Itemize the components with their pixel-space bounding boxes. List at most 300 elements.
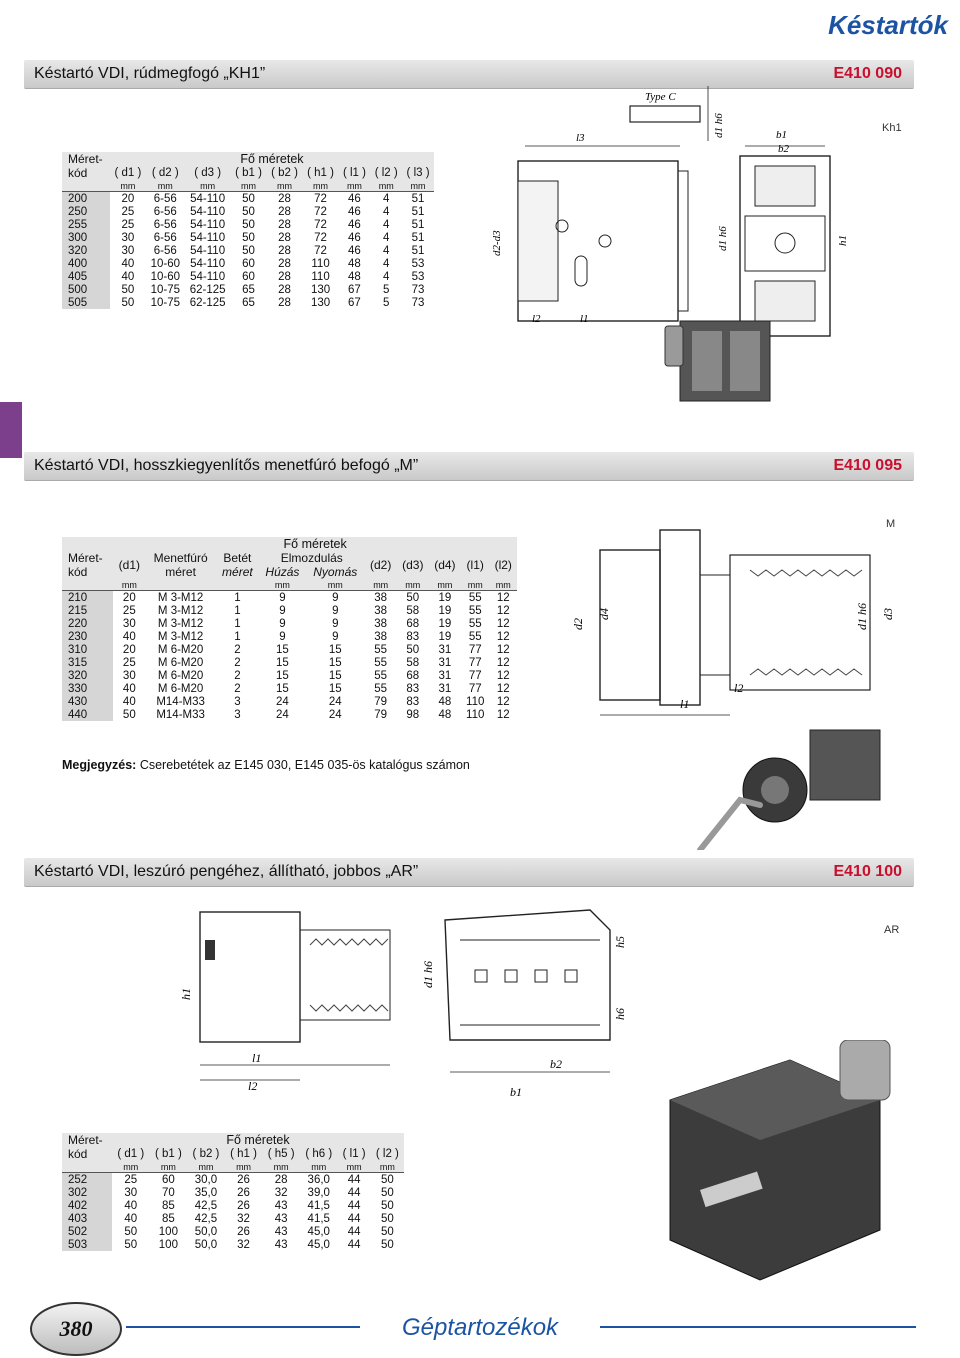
value-cell: 46 <box>348 244 361 257</box>
size-code-cell: 250 <box>62 205 110 218</box>
value-cell: 50,0 <box>194 1225 218 1238</box>
value-cell: 26 <box>237 1186 250 1199</box>
value-cell: 4 <box>383 257 390 270</box>
value-cell: 50 <box>406 591 420 604</box>
value-cell: 12 <box>496 604 510 617</box>
value-cell: 40 <box>124 1199 138 1212</box>
value-cell: 3 <box>234 695 241 708</box>
value-cell: 30,0 <box>194 1173 218 1186</box>
table-row <box>62 231 434 244</box>
value-cell: M 3-M12 <box>157 591 204 604</box>
table-row <box>62 1212 404 1225</box>
size-code-cell: 503 <box>62 1238 112 1251</box>
value-cell: 67 <box>348 283 361 296</box>
value-cell: 77 <box>468 656 482 669</box>
table-row <box>62 270 434 283</box>
value-cell: 44 <box>347 1173 361 1186</box>
table-row <box>62 682 517 695</box>
value-cell: 39,0 <box>307 1186 330 1199</box>
value-cell: 43 <box>274 1238 288 1251</box>
value-cell: 85 <box>161 1212 175 1225</box>
value-cell: M 6-M20 <box>157 643 204 656</box>
value-cell: 100 <box>158 1238 178 1251</box>
value-cell: 72 <box>314 205 327 218</box>
product-code: E410 100 <box>833 863 902 880</box>
table-row <box>62 669 517 682</box>
value-cell: 44 <box>347 1186 361 1199</box>
value-cell: 53 <box>411 270 425 283</box>
value-cell: 12 <box>496 708 510 721</box>
value-cell: 73 <box>411 283 425 296</box>
value-cell: 6-56 <box>153 218 177 231</box>
value-cell: 4 <box>383 244 390 257</box>
dim-l2: l2 <box>734 681 744 695</box>
value-cell: 50 <box>121 283 135 296</box>
dim-d1h6: d1 h6 <box>855 603 869 630</box>
size-code-header: Méret- kód <box>68 1133 103 1161</box>
value-cell: 1 <box>234 591 241 604</box>
size-code-cell: 502 <box>62 1225 112 1238</box>
value-cell: 50 <box>380 1212 394 1225</box>
value-cell: 6-56 <box>153 244 177 257</box>
value-cell: M14-M33 <box>156 708 205 721</box>
value-cell: 19 <box>438 604 452 617</box>
value-cell: 50 <box>122 708 136 721</box>
value-cell: 28 <box>278 231 291 244</box>
kh1-drawings <box>480 86 880 456</box>
value-cell: 48 <box>348 270 361 283</box>
value-cell: 40 <box>122 630 136 643</box>
value-cell: 41,5 <box>307 1212 330 1225</box>
section-tab-marker <box>0 402 22 458</box>
value-cell: 9 <box>279 591 286 604</box>
column-subheaders: méret méret Húzás Nyomás <box>62 565 517 579</box>
size-code-cell: 255 <box>62 218 110 231</box>
dim-l2: l2 <box>248 1079 258 1093</box>
value-cell: 15 <box>328 682 342 695</box>
value-cell: 28 <box>278 283 291 296</box>
value-cell: 100 <box>158 1225 178 1238</box>
value-cell: 50 <box>242 192 255 205</box>
value-cell: M 3-M12 <box>157 617 204 630</box>
value-cell: 9 <box>279 617 286 630</box>
value-cell: 40 <box>124 1212 138 1225</box>
value-cell: 38 <box>374 617 388 630</box>
value-cell: 15 <box>328 643 342 656</box>
value-cell: 6-56 <box>153 205 177 218</box>
value-cell: 9 <box>332 604 339 617</box>
value-cell: 58 <box>406 604 420 617</box>
value-cell: 55 <box>374 643 388 656</box>
value-cell: 50 <box>380 1199 394 1212</box>
value-cell: 83 <box>406 630 420 643</box>
value-cell: 130 <box>310 296 331 309</box>
value-cell: 60 <box>242 257 255 270</box>
value-cell: 28 <box>274 1173 288 1186</box>
value-cell: 45,0 <box>307 1225 330 1238</box>
value-cell: 58 <box>406 656 420 669</box>
value-cell: 40 <box>122 695 136 708</box>
value-cell: 32 <box>237 1212 250 1225</box>
table-row <box>62 283 434 296</box>
size-code-cell: 300 <box>62 231 110 244</box>
value-cell: 42,5 <box>194 1212 218 1225</box>
value-cell: 55 <box>374 669 388 682</box>
size-code-cell: 310 <box>62 643 113 656</box>
size-code-header: Méret- kód <box>62 152 110 180</box>
value-cell: 51 <box>411 231 425 244</box>
value-cell: 62-125 <box>189 283 226 296</box>
value-cell: 46 <box>348 205 361 218</box>
variant-tag: Kh1 <box>882 122 902 134</box>
value-cell: 25 <box>121 205 135 218</box>
value-cell: 110 <box>311 257 330 270</box>
spec-table-ar <box>62 1133 404 1251</box>
size-code-cell: 430 <box>62 695 113 708</box>
main-dims-header: Fő méretek <box>226 1133 290 1148</box>
section-header-kh1 <box>24 60 914 89</box>
value-cell: 10-75 <box>150 296 180 309</box>
size-code-cell: 315 <box>62 656 113 669</box>
value-cell: 15 <box>276 669 289 682</box>
value-cell: 9 <box>332 630 339 643</box>
kh1-product-photo <box>665 321 770 401</box>
dim-h5: h5 <box>613 936 627 948</box>
value-cell: 19 <box>438 591 452 604</box>
column-headers: (d1) Menetfúró Betét Elmozdulás (d2) (d3) (d4) (l1) (l2) <box>62 551 517 565</box>
value-cell: 44 <box>347 1212 361 1225</box>
table-row <box>62 630 517 643</box>
value-cell: 12 <box>496 591 510 604</box>
table-row <box>62 656 517 669</box>
value-cell: 65 <box>242 296 255 309</box>
value-cell: 10-60 <box>150 257 180 270</box>
dim-d1h6-top: d1 h6 <box>713 113 725 138</box>
dim-h1: h1 <box>179 988 193 1000</box>
value-cell: 10-75 <box>150 283 180 296</box>
value-cell: 35,0 <box>194 1186 218 1199</box>
value-cell: 28 <box>278 257 291 270</box>
value-cell: 110 <box>466 708 485 721</box>
size-code-cell: 320 <box>62 244 110 257</box>
size-code-cell: 440 <box>62 708 113 721</box>
size-code-cell: 215 <box>62 604 113 617</box>
value-cell: M 6-M20 <box>157 682 204 695</box>
value-cell: 4 <box>383 205 390 218</box>
value-cell: 1 <box>234 617 241 630</box>
value-cell: M 6-M20 <box>157 669 204 682</box>
table-row <box>62 244 434 257</box>
value-cell: 9 <box>332 591 339 604</box>
value-cell: 30 <box>124 1186 138 1199</box>
value-cell: 51 <box>411 205 425 218</box>
value-cell: 5 <box>383 283 390 296</box>
value-cell: 48 <box>438 695 452 708</box>
value-cell: 46 <box>348 231 361 244</box>
value-cell: 48 <box>438 708 452 721</box>
value-cell: 19 <box>438 617 452 630</box>
value-cell: M 6-M20 <box>157 656 204 669</box>
value-cell: 79 <box>374 695 388 708</box>
value-cell: 60 <box>242 270 255 283</box>
value-cell: 44 <box>347 1199 361 1212</box>
section-header-m <box>24 452 914 481</box>
size-code-cell: 230 <box>62 630 113 643</box>
value-cell: 32 <box>274 1186 288 1199</box>
value-cell: 25 <box>121 218 135 231</box>
size-code-cell: 252 <box>62 1173 112 1187</box>
table-row <box>62 1186 404 1199</box>
table-row <box>62 205 434 218</box>
value-cell: 43 <box>274 1212 288 1225</box>
value-cell: 54-110 <box>190 270 226 283</box>
value-cell: 44 <box>347 1225 361 1238</box>
dim-b1: b1 <box>776 129 787 141</box>
value-cell: 53 <box>411 257 425 270</box>
value-cell: 28 <box>278 218 291 231</box>
value-cell: M14-M33 <box>156 695 205 708</box>
value-cell: 50 <box>242 231 255 244</box>
value-cell: 51 <box>411 244 425 257</box>
value-cell: 32 <box>237 1238 250 1251</box>
value-cell: 45,0 <box>307 1238 330 1251</box>
value-cell: 51 <box>411 218 425 231</box>
value-cell: 4 <box>383 218 390 231</box>
size-code-cell: 200 <box>62 192 110 206</box>
value-cell: 50 <box>124 1238 138 1251</box>
unit-row: mm mm mm mm mm mm mm mm <box>62 1161 404 1173</box>
value-cell: 72 <box>314 192 327 205</box>
value-cell: 31 <box>438 682 452 695</box>
value-cell: 55 <box>468 617 482 630</box>
value-cell: 15 <box>276 643 289 656</box>
value-cell: 28 <box>278 244 291 257</box>
value-cell: 30 <box>121 231 135 244</box>
table-row <box>62 604 517 617</box>
value-cell: 55 <box>374 656 388 669</box>
size-code-cell: 210 <box>62 591 113 605</box>
value-cell: 28 <box>278 270 291 283</box>
value-cell: 40 <box>122 682 136 695</box>
size-code-cell: 400 <box>62 257 110 270</box>
value-cell: 38 <box>374 604 388 617</box>
section-title: Késtartó VDI, leszúró pengéhez, állítható, jobbos „AR” <box>34 863 419 880</box>
table-row <box>62 591 517 605</box>
value-cell: 46 <box>348 218 361 231</box>
size-code-cell: 500 <box>62 283 110 296</box>
value-cell: 15 <box>276 682 289 695</box>
dim-l1: l1 <box>680 697 690 711</box>
dim-l1: l1 <box>252 1051 262 1065</box>
value-cell: 72 <box>314 244 327 257</box>
value-cell: 1 <box>234 604 241 617</box>
table-row <box>62 1225 404 1238</box>
value-cell: 30 <box>121 244 135 257</box>
value-cell: 12 <box>496 682 510 695</box>
value-cell: 50 <box>406 643 420 656</box>
value-cell: 12 <box>496 617 510 630</box>
page-title: Késtartók <box>828 10 948 40</box>
value-cell: 2 <box>234 682 241 695</box>
section-title: Késtartó VDI, rúdmegfogó „KH1” <box>34 65 266 82</box>
value-cell: 50 <box>242 218 255 231</box>
table-row <box>62 218 434 231</box>
dim-b2: b2 <box>550 1057 562 1071</box>
page-number: 380 <box>59 1316 93 1341</box>
table-row <box>62 643 517 656</box>
dim-l3: l3 <box>576 132 585 144</box>
value-cell: 72 <box>314 218 327 231</box>
page-number-badge <box>30 1302 122 1356</box>
value-cell: 44 <box>347 1238 361 1251</box>
value-cell: 24 <box>276 708 289 721</box>
value-cell: 41,5 <box>307 1199 330 1212</box>
value-cell: 77 <box>468 669 482 682</box>
value-cell: 1 <box>234 630 241 643</box>
dim-h6: h6 <box>613 1008 627 1020</box>
value-cell: 85 <box>161 1199 175 1212</box>
value-cell: 51 <box>411 192 425 205</box>
variant-tag: M <box>886 518 896 530</box>
value-cell: 83 <box>406 682 420 695</box>
value-cell: 50 <box>380 1186 394 1199</box>
value-cell: 40 <box>121 270 135 283</box>
value-cell: 62-125 <box>189 296 226 309</box>
value-cell: 2 <box>234 669 241 682</box>
value-cell: 65 <box>242 283 255 296</box>
value-cell: 10-60 <box>150 270 180 283</box>
value-cell: 50 <box>242 244 255 257</box>
product-code: E410 090 <box>833 65 902 82</box>
value-cell: 72 <box>314 231 327 244</box>
value-cell: 12 <box>496 695 510 708</box>
table-row <box>62 617 517 630</box>
value-cell: 12 <box>496 669 510 682</box>
size-code-cell: 220 <box>62 617 113 630</box>
table-row <box>62 192 434 206</box>
value-cell: 25 <box>122 656 136 669</box>
value-cell: 110 <box>311 270 330 283</box>
variant-tag: AR <box>884 924 900 936</box>
dim-d2: d2 <box>571 618 585 630</box>
column-headers: ( d1 ) ( b1 ) ( b2 ) ( h1 ) ( h5 ) ( h6 ) ( l1 ) ( l2 ) <box>62 1148 404 1161</box>
value-cell: 26 <box>237 1225 250 1238</box>
value-cell: 50 <box>380 1238 394 1251</box>
value-cell: 20 <box>122 591 136 604</box>
value-cell: 40 <box>121 257 135 270</box>
value-cell: 12 <box>496 630 510 643</box>
value-cell: 4 <box>383 231 390 244</box>
value-cell: 73 <box>411 296 425 309</box>
value-cell: 24 <box>328 708 342 721</box>
value-cell: 9 <box>279 630 286 643</box>
value-cell: 9 <box>332 617 339 630</box>
table-row <box>62 296 434 309</box>
value-cell: 2 <box>234 643 241 656</box>
value-cell: 15 <box>328 656 342 669</box>
value-cell: 36,0 <box>307 1173 330 1186</box>
size-code-cell: 330 <box>62 682 113 695</box>
value-cell: M 3-M12 <box>157 630 204 643</box>
value-cell: 25 <box>124 1173 138 1186</box>
spec-table-kh1 <box>62 152 434 309</box>
size-code-cell: 320 <box>62 669 113 682</box>
value-cell: 9 <box>279 604 286 617</box>
table-row <box>62 1199 404 1212</box>
value-cell: 50,0 <box>194 1238 218 1251</box>
value-cell: 54-110 <box>190 244 226 257</box>
dim-h1: h1 <box>837 235 849 246</box>
value-cell: 4 <box>383 270 390 283</box>
value-cell: 50 <box>124 1225 138 1238</box>
table-row <box>62 708 517 721</box>
table-row <box>62 695 517 708</box>
value-cell: 110 <box>466 695 485 708</box>
value-cell: 38 <box>374 591 388 604</box>
section-title: Késtartó VDI, hosszkiegyenlítős menetfúró befogó „M” <box>34 457 419 474</box>
dim-d1h6: d1 h6 <box>421 961 435 988</box>
value-cell: 4 <box>383 192 390 205</box>
value-cell: 77 <box>468 643 482 656</box>
value-cell: 98 <box>406 708 420 721</box>
value-cell: 70 <box>161 1186 175 1199</box>
value-cell: 6-56 <box>153 231 177 244</box>
m-product-photo <box>700 730 880 850</box>
value-cell: 30 <box>122 669 136 682</box>
value-cell: 67 <box>348 296 361 309</box>
value-cell: 5 <box>383 296 390 309</box>
note: Megjegyzés: Cserebetétek az E145 030, E145 035-ös katalógus számon <box>62 758 470 772</box>
value-cell: 2 <box>234 656 241 669</box>
value-cell: 79 <box>374 708 388 721</box>
ar-product-photo <box>640 1040 910 1290</box>
size-code-cell: 402 <box>62 1199 112 1212</box>
dim-l2: l2 <box>532 313 541 325</box>
m-drawings <box>560 520 920 850</box>
spec-table-m <box>62 537 517 721</box>
value-cell: 55 <box>468 630 482 643</box>
dim-d1h6: d1 h6 <box>717 226 729 251</box>
value-cell: 6-56 <box>153 192 177 205</box>
value-cell: 130 <box>310 283 331 296</box>
value-cell: 77 <box>468 682 482 695</box>
main-dims-header: Fő méretek <box>110 152 434 167</box>
value-cell: 12 <box>496 643 510 656</box>
value-cell: 30 <box>122 617 136 630</box>
value-cell: 43 <box>274 1225 288 1238</box>
dim-b1: b1 <box>510 1085 522 1099</box>
value-cell: 54-110 <box>190 257 226 270</box>
value-cell: 50 <box>121 296 135 309</box>
dim-d3: d3 <box>881 608 895 620</box>
value-cell: 20 <box>122 643 136 656</box>
section-header-ar <box>24 858 914 887</box>
size-code-cell: 302 <box>62 1186 112 1199</box>
value-cell: 54-110 <box>190 231 226 244</box>
size-code-cell: 505 <box>62 296 110 309</box>
value-cell: 46 <box>348 192 361 205</box>
value-cell: 68 <box>406 669 420 682</box>
size-code-cell: 403 <box>62 1212 112 1225</box>
footer-title: Géptartozékok <box>360 1314 600 1342</box>
value-cell: 54-110 <box>190 205 226 218</box>
table-row <box>62 1173 404 1187</box>
value-cell: 50 <box>242 205 255 218</box>
value-cell: 31 <box>438 669 452 682</box>
value-cell: 15 <box>328 669 342 682</box>
value-cell: 68 <box>406 617 420 630</box>
value-cell: 3 <box>234 708 241 721</box>
